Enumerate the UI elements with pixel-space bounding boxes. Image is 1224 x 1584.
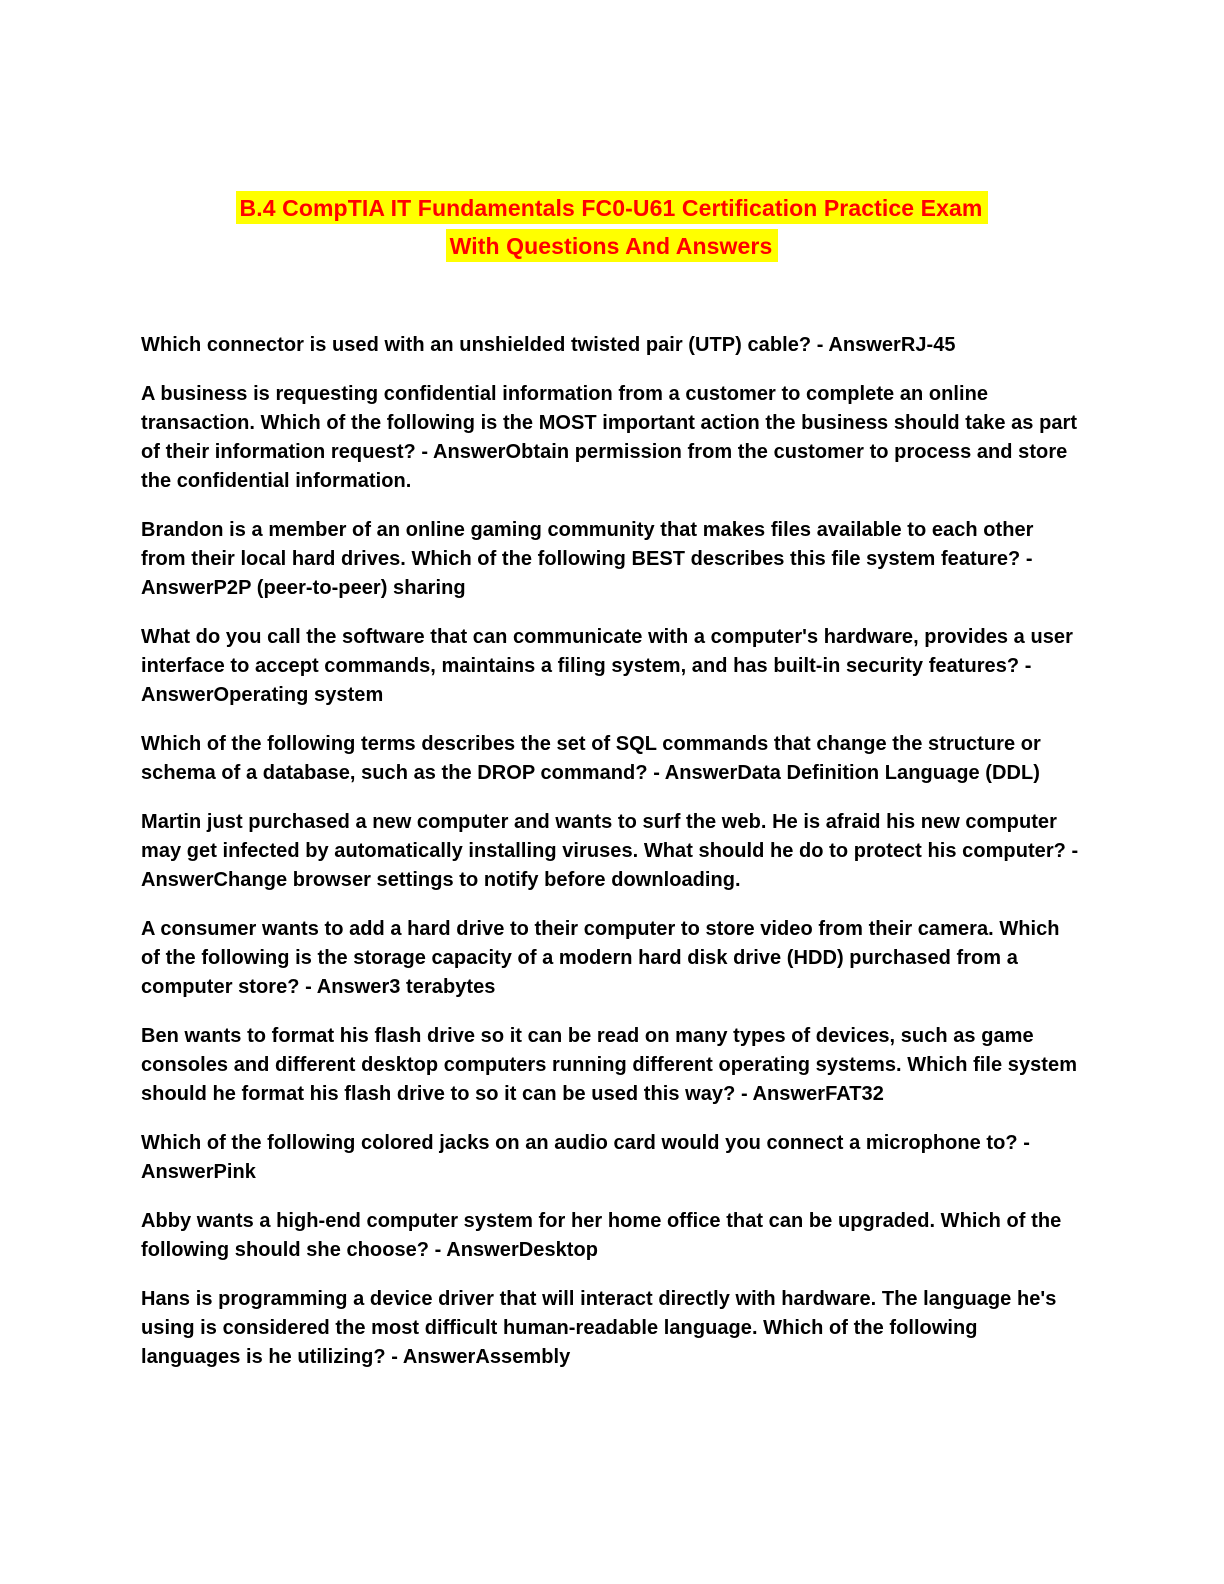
qa-item-10: Abby wants a high-end computer system for her home office that can be upgraded. Which of the following should she choose? - AnswerDesktop	[141, 1210, 1062, 1261]
qa-item-4: What do you call the software that can communicate with a computer's hardware, provides a user interface to accept commands, maintains a filing system, and has built-in security features? - AnswerOperating system	[141, 626, 1073, 706]
qa-item-7: A consumer wants to add a hard drive to their computer to store video from their camera. Which of the following is the storage capacity of a modern hard disk drive (HDD) purchased from a computer store? - Answer3 terabytes	[141, 918, 1060, 998]
qa-item-2: A business is requesting confidential information from a customer to complete an online transaction. Which of the following is the MOST important action the business should take as part of their information request? - AnswerObtain permission from the customer to process and store the confidential information.	[141, 383, 1078, 492]
qa-item-6: Martin just purchased a new computer and wants to surf the web. He is afraid his new computer may get infected by automatically installing viruses. What should he do to protect his computer? - AnswerChange browser settings to notify before downloading.	[141, 811, 1079, 891]
qa-item-3: Brandon is a member of an online gaming community that makes files available to each other from their local hard drives. Which of the following BEST describes this file system feature? - AnswerP2P (peer-to-peer) sharing	[141, 519, 1034, 599]
qa-item-5: Which of the following terms describes the set of SQL commands that change the structure or schema of a database, such as the DROP command? - AnswerData Definition Language (DDL)	[141, 733, 1041, 784]
title-line-2: With Questions And Answers	[446, 229, 779, 262]
document-title	[0, 191, 1224, 267]
qa-item-8: Ben wants to format his flash drive so it can be read on many types of devices, such as game consoles and different desktop computers running different operating systems. Which file system should he format his flash drive to so it can be used this way? - AnswerFAT32	[141, 1025, 1078, 1105]
qa-item-9: Which of the following colored jacks on an audio card would you connect a microphone to? - AnswerPink	[141, 1132, 1030, 1183]
qa-list	[141, 331, 1081, 1392]
qa-item-11: Hans is programming a device driver that will interact directly with hardware. The language he's using is considered the most difficult human-readable language. Which of the following languages is he utilizing? - AnswerAssembly	[141, 1288, 1057, 1368]
qa-item-1: Which connector is used with an unshielded twisted pair (UTP) cable? - AnswerRJ-45	[141, 334, 956, 356]
title-line-1: B.4 CompTIA IT Fundamentals FC0-U61 Certification Practice Exam	[236, 191, 989, 224]
